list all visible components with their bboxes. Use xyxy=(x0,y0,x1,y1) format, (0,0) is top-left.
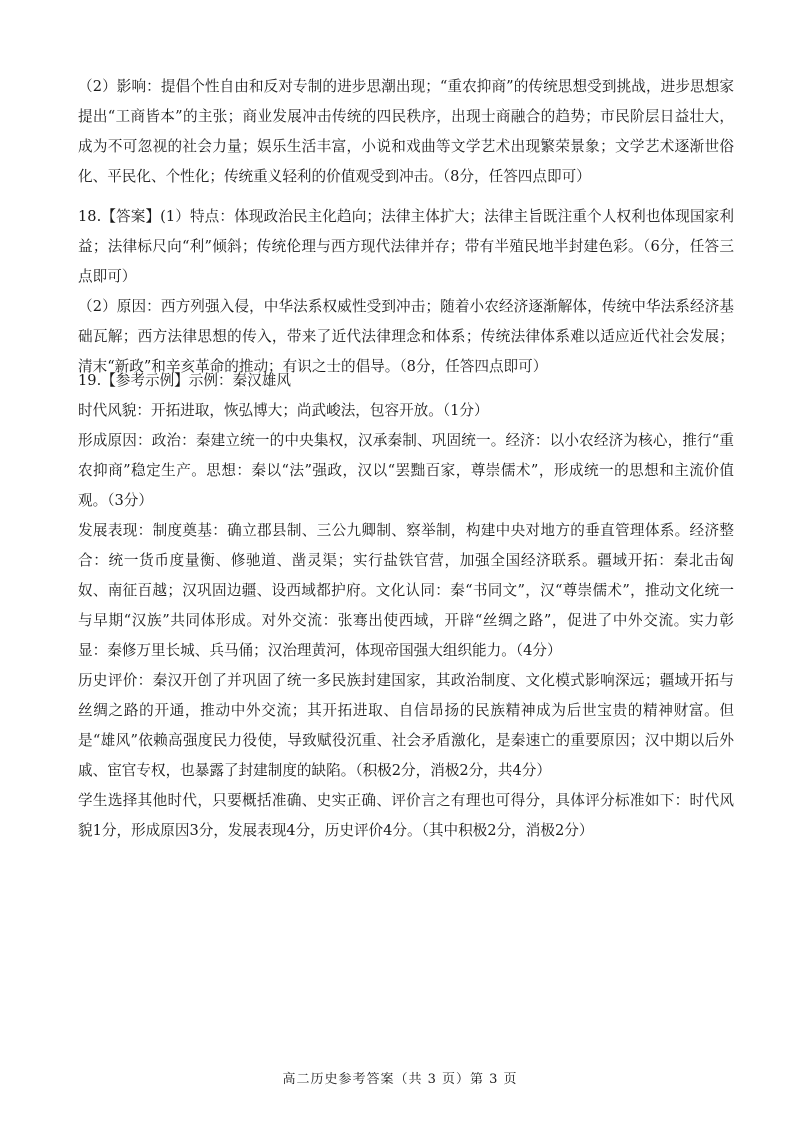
q19-manifestations-text: 发展表现：制度奠基：确立郡县制、三公九卿制、察举制，构建中央对地方的垂直管理体系。经济整合：统一货币度量衡、修驰道、凿灵渠；实行盐铁官营，加强全国经济联系。疆域开拓：秦北击匈奴、南征百越；汉巩固边疆、设西域都护府。文化认同：秦“书同文”，汉“尊崇儒术”，推动文化统一与早期“汉族”共同体形成。对外交流：张骞出使西域，开辟“丝绸之路”，促进了中外交流。实力彰显：秦修万里长城、兵马俑；汉治理黄河，体现帝国强大组织能力。（4分） xyxy=(78,522,734,659)
q18-part2-text: （2）原因：西方列强入侵，中华法系权威性受到冲击；随着小农经济逐渐解体，传统中华法系经济基础瓦解；西方法律思想的传入，带来了近代法律理念和体系；传统法律体系难以适应近代社会发展；清末“新政”和辛亥革命的推动；有识之士的倡导。（8分，任答四点即可） xyxy=(78,298,734,375)
q19-evaluation-text: 历史评价：秦汉开创了并巩固了统一多民族封建国家，其政治制度、文化模式影响深远；疆域开拓与丝绸之路的开通，推动中外交流；其开拓进取、自信昂扬的民族精神成为后世宝贵的精神财富。但是“雄风”依赖高强度民力役使，导致赋役沉重、社会矛盾激化，是秦速亡的重要原因；汉中期以后外戚、宦官专权，也暴露了封建制度的缺陷。（积极2分，消极2分，共4分） xyxy=(78,672,734,779)
q18-block xyxy=(78,202,734,382)
page-footer: 高二历史参考答案（共 3 页）第 3 页 xyxy=(282,1072,518,1087)
q19-block xyxy=(78,366,734,846)
q19-era-text: 时代风貌：开拓进取，恢弘博大；尚武峻法，包容开放。（1分） xyxy=(78,402,489,419)
q19-heading: 19.【参考示例】示例：秦汉雄风 xyxy=(78,372,291,389)
q19-note-text: 学生选择其他时代，只要概括准确、史实正确、评价言之有理也可得分，具体评分标准如下：时代风貌1分，形成原因3分，发展表现4分，历史评价4分。（其中积极2分，消极2分） xyxy=(78,792,734,839)
q17-part2-block xyxy=(78,72,734,192)
q19-causes-text: 形成原因：政治：秦建立统一的中央集权，汉承秦制、巩固统一。经济：以小农经济为核心，推行“重农抑商”稳定生产。思想：秦以“法”强政，汉以“罢黜百家，尊崇儒术”，形成统一的思想和主流价值观。（3分） xyxy=(78,432,734,509)
q17-part2-text: （2）影响：提倡个性自由和反对专制的进步思潮出现；“重农抑商”的传统思想受到挑战，进步思想家提出“工商皆本”的主张；商业发展冲击传统的四民秩序，出现士商融合的趋势；市民阶层日益壮大，成为不可忽视的社会力量；娱乐生活丰富，小说和戏曲等文学艺术出现繁荣景象；文学艺术逐渐世俗化、平民化、个性化；传统重义轻利的价值观受到冲击。（8分，任答四点即可） xyxy=(78,78,734,185)
q18-part1-text: 18.【答案】(1）特点：体现政治民主化趋向；法律主体扩大；法律主旨既注重个人权利也体现国家利益；法律标尺向“利”倾斜；传统伦理与西方现代法律并存；带有半殖民地半封建色彩。（6分，任答三点即可） xyxy=(78,208,734,285)
